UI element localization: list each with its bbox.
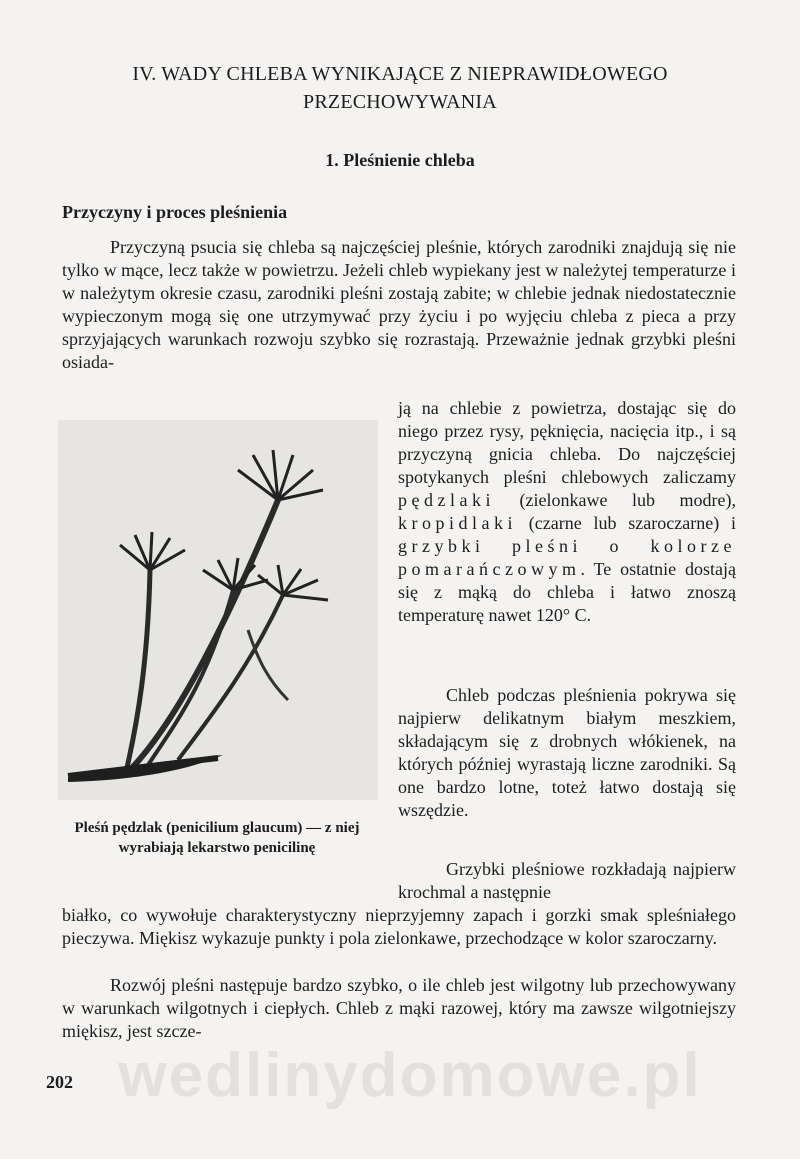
paragraph-1-text-a: ją na chlebie z powietrza, dostając się do niego przez rysy, pęknięcia, nacięcia itp., i są przyczyną gnicia chleba. Do najczęściej spotykanych pleśni chlebowych zaliczamy bbox=[398, 398, 736, 487]
paragraph-3-start: Grzybki pleśniowe rozkładają najpierw krochmal a następnie bbox=[398, 859, 736, 902]
chapter-title bbox=[60, 60, 740, 116]
subsection-title: Przyczyny i proces pleśnienia bbox=[62, 202, 288, 222]
chapter-title-line-2: PRZECHOWYWANIA bbox=[303, 91, 497, 113]
section-title: 1. Pleśnienie chleba bbox=[325, 150, 475, 170]
paragraph-1-continuation bbox=[398, 397, 736, 627]
page-number: 202 bbox=[46, 1072, 73, 1092]
paragraph-1-text-d: . Te ostatnie dostają się z mąką do chleba i łatwo znoszą temperaturę nawet 120° C. bbox=[398, 559, 736, 625]
paragraph-1-full-width: Przyczyną psucia się chleba są najczęściej pleśnie, których zarodniki znajdują się nie tylko w mące, lecz także w powietrzu. Jeżeli chleb wypiekany jest w należytej temperaturze i w należytym okresie czasu, zarodniki pleśni zostają zabite; w chlebie jednak niedostatecznie wypieczonym mogą się one utrzymywać przy życiu i po wyjęciu chleba z pieca a przy sprzyjających warunkach rozwoju szybko się rozrastają. Przeważnie jednak grzybki pleśni osiada- bbox=[62, 237, 736, 372]
penicillium-illustration bbox=[58, 420, 378, 800]
watermark: wedlinydomowe.pl bbox=[118, 1041, 702, 1110]
term-pedzlaki: pędzlaki bbox=[398, 490, 495, 510]
chapter-title-line-1: IV. WADY CHLEBA WYNIKAJĄCE Z NIEPRAWIDŁOWEGO bbox=[132, 63, 668, 85]
term-orange-mold: grzybki pleśni o kolorze pomarańczowym bbox=[398, 536, 736, 579]
paragraph-1-text-c: (czarne lub szaroczarne) i bbox=[517, 513, 736, 533]
paragraph-2: Chleb podczas pleśnienia pokrywa się najpierw delikatnym białym meszkiem, składającym się z drobnych włókienek, na których później wyrastają liczne zarodniki. Są one bardzo lotne, toteż łatwo dostają się wszędzie. bbox=[398, 685, 736, 820]
paragraph-4: Rozwój pleśni następuje bardzo szybko, o ile chleb jest wilgotny lub przechowywany w warunkach wilgotnych i ciepłych. Chleb z mąki razowej, który ma zawsze wilgotniejszy miękisz, jest szcze- bbox=[62, 975, 736, 1041]
paragraph-3-full-width: białko, co wywołuje charakterystyczny nieprzyjemny zapach i gorzki smak spleśniałego pieczywa. Miękisz wykazuje punkty i pola zielonkawe, przechodzące w kolor szaroczarny. bbox=[62, 905, 736, 948]
paragraph-1-text-b: (zielonkawe lub modre), bbox=[494, 490, 736, 510]
term-kropidlaki: kropidlaki bbox=[398, 513, 517, 533]
illustration-caption: Pleśń pędzlak (penicilium glaucum) — z niej wyrabiają lekarstwo penicilinę bbox=[74, 820, 360, 856]
